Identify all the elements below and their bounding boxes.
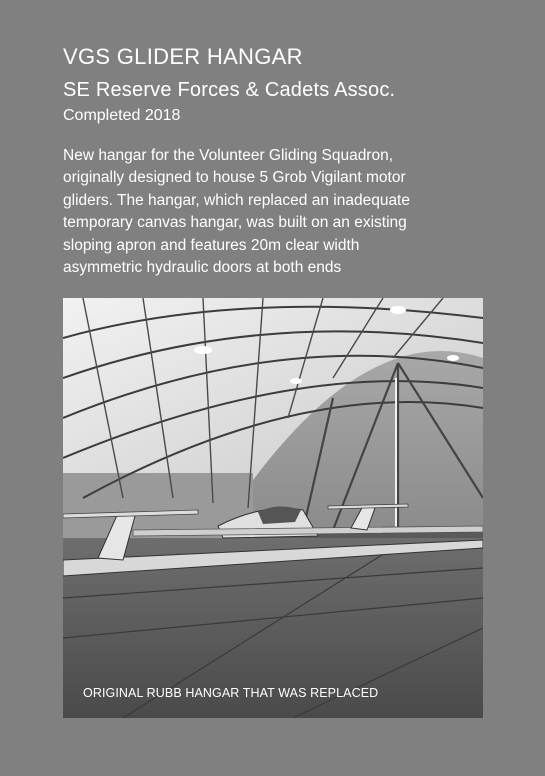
hangar-interior-illustration (63, 298, 483, 718)
client-name: SE Reserve Forces & Cadets Assoc. (63, 79, 396, 101)
project-description: New hangar for the Volunteer Gliding Squadron, originally designed to house 5 Grob Vigilant motor gliders. The hangar, which replaced an inadequate temporary canvas hangar, was built on an existing sloping apron and features 20m clear width asymmetric hydraulic doors at both ends (63, 147, 410, 277)
hangar-photo (63, 298, 483, 718)
project-title: VGS GLIDER HANGAR (63, 44, 303, 69)
completion-date: Completed 2018 (63, 107, 181, 124)
photo-caption: ORIGINAL RUBB HANGAR THAT WAS REPLACED (83, 686, 379, 700)
